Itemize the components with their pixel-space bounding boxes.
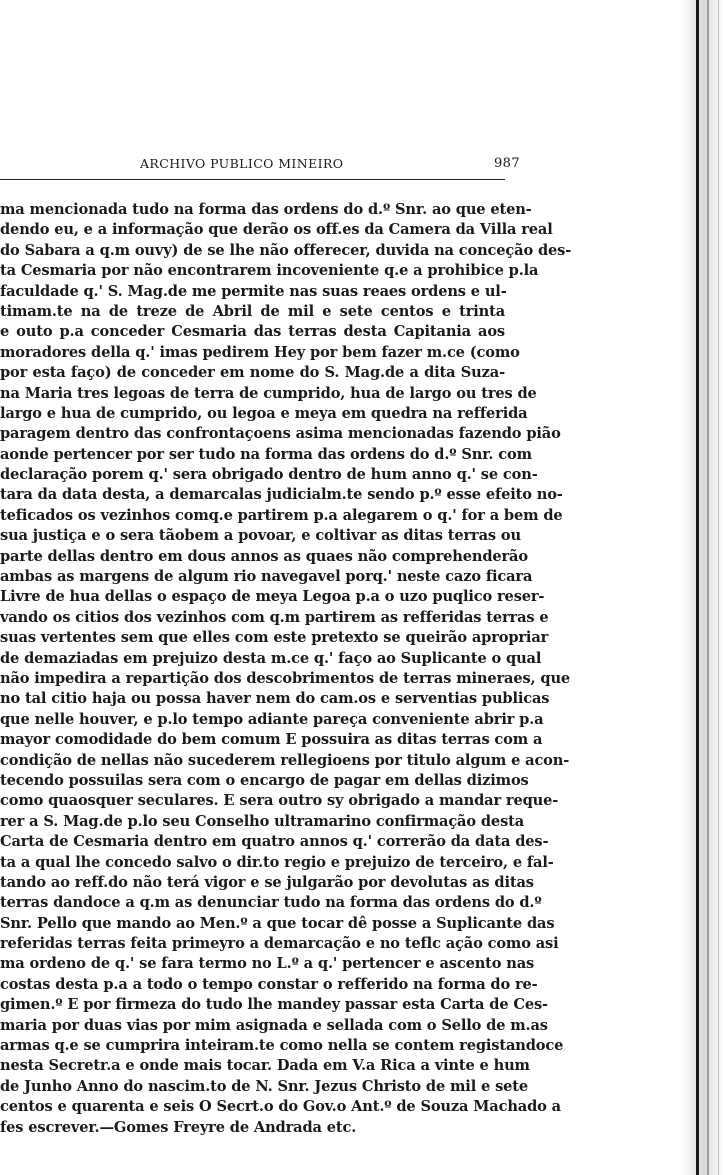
- text-line: faculdade q.' S. Mag.de me permite nas suas reaes ordens e ul-: [0, 282, 507, 300]
- text-line: paragem dentro das confrontaçoens asima mencionadas fazendo pião: [0, 425, 561, 443]
- text-line: terras dandoce a q.m as denunciar tudo na forma das ordens do d.º: [0, 894, 542, 912]
- text-line: costas desta p.a a todo o tempo constar o refferido na forma do re-: [0, 975, 538, 993]
- header-rule: [0, 179, 505, 180]
- body-text: [0, 200, 572, 1138]
- text-line: dendo eu, e a informação que derão os off.es da Camera da Villa real: [0, 221, 553, 239]
- text-line: ambas as margens de algum rio navegavel porq.' neste cazo ficara: [0, 568, 533, 586]
- text-line: sua justiça e o sera tãobem a povoar, e coltivar as ditas terras ou: [0, 527, 521, 545]
- text-line: nesta Secretr.a e onde mais tocar. Dada em V.a Rica a vinte e hum: [0, 1057, 530, 1075]
- header-title: ARCHIVO PUBLICO MINEIRO: [140, 156, 344, 171]
- text-line: timam.te na de treze de Abril de mil e sete centos e trinta: [0, 302, 505, 320]
- text-line: declaração porem q.' sera obrigado dentro de hum anno q.' se con-: [0, 466, 538, 484]
- text-line: suas vertentes sem que elles com este pretexto se queirão apropriar: [0, 629, 549, 647]
- text-line: por esta faço) de conceder em nome do S. Mag.de a dita Suza-: [0, 364, 505, 382]
- text-line: gimen.º E por firmeza do tudo lhe mandey passar esta Carta de Ces-: [0, 996, 548, 1014]
- text-line: tara da data desta, a demarcalas judicialm.te sendo p.º esse efeito no-: [0, 486, 563, 504]
- text-line: moradores della q.' imas pedirem Hey por bem fazer m.ce (como: [0, 343, 520, 361]
- text-line: teficados os vezinhos comq.e partirem p.a alegarem o q.' for a bem de: [0, 506, 563, 524]
- text-line: centos e quarenta e seis O Secrt.o do Gov.o Ant.º de Souza Machado a: [0, 1098, 561, 1116]
- text-line: Livre de hua dellas o espaço de meya Legoa p.a o uzo puqlico reser-: [0, 588, 545, 606]
- text-line: tando ao reff.do não terá vigor e se julgarão por devolutas as ditas: [0, 873, 534, 891]
- text-line: que nelle houver, e p.lo tempo adiante pareça conveniente abrir p.a: [0, 710, 544, 728]
- text-line: do Sabara a q.m ouvy) de se lhe não offerecer, duvida na conceção des-: [0, 241, 572, 259]
- page-number: 987: [493, 156, 520, 171]
- text-line: parte dellas dentro em dous annos as quaes não comprehenderão: [0, 547, 528, 565]
- text-line: não impedira a repartição dos descobrimentos de terras mineraes, que: [0, 669, 571, 687]
- text-line: mayor comodidade do bem comum E possuira as ditas terras com a: [0, 731, 543, 749]
- text-line: na Maria tres legoas de terra de cumprido, hua de largo ou tres de: [0, 384, 537, 402]
- text-line: fes escrever.—Gomes Freyre de Andrada etc.: [0, 1118, 357, 1136]
- book-spine: [680, 0, 723, 1175]
- text-line: ma mencionada tudo na forma das ordens do d.º Snr. ao que eten-: [0, 201, 532, 218]
- text-line: de Junho Anno do nascim.to de N. Snr. Jezus Christo de mil e sete: [0, 1077, 529, 1095]
- text-line: como quaosquer seculares. E sera outro sy obrigado a mandar reque-: [0, 792, 559, 810]
- text-line: referidas terras feita primeyro a demarcação e no teflc ação como asi: [0, 935, 559, 953]
- text-line: no tal citio haja ou possa haver nem do cam.os e serventias publicas: [0, 690, 550, 708]
- text-line: condição de nellas não sucederem rellegioens por titulo algum e acon-: [0, 751, 570, 769]
- text-line: largo e hua de cumprido, ou legoa e meya em quedra na refferida: [0, 404, 528, 422]
- text-line: tecendo possuilas sera com o encargo de pagar em dellas dizimos: [0, 771, 529, 789]
- text-line: ma ordeno de q.' se fara termo no L.º a q.' pertencer e ascento nas: [0, 955, 535, 973]
- text-line: Carta de Cesmaria dentro em quatro annos q.' correrão da data des-: [0, 833, 549, 851]
- text-line: de demaziadas em prejuizo desta m.ce q.' faço ao Suplicante o qual: [0, 649, 542, 667]
- text-line: vando os citios dos vezinhos com q.m partirem as refferidas terras e: [0, 608, 549, 626]
- text-line: armas q.e se cumprira inteiram.te como nella se contem registandoce: [0, 1037, 564, 1055]
- text-line: ta Cesmaria por não encontrarem incoveniente q.e a prohibice p.la: [0, 262, 539, 280]
- text-line: maria por duas vias por mim asignada e sellada com o Sello de m.as: [0, 1016, 548, 1034]
- text-line: ta a qual lhe concedo salvo o dir.to regio e prejuizo de terceiro, e fal-: [0, 853, 554, 871]
- text-line: rer a S. Mag.de p.lo seu Conselho ultramarino confirmação desta: [0, 812, 525, 830]
- text-line: Snr. Pello que mando ao Men.º a que tocar dê posse a Suplicante das: [0, 914, 555, 932]
- running-header: [0, 156, 520, 176]
- text-line: e outo p.a conceder Cesmaria das terras desta Capitania aos: [0, 323, 505, 341]
- text-line: aonde pertencer por ser tudo na forma das ordens do d.º Snr. com: [0, 445, 532, 463]
